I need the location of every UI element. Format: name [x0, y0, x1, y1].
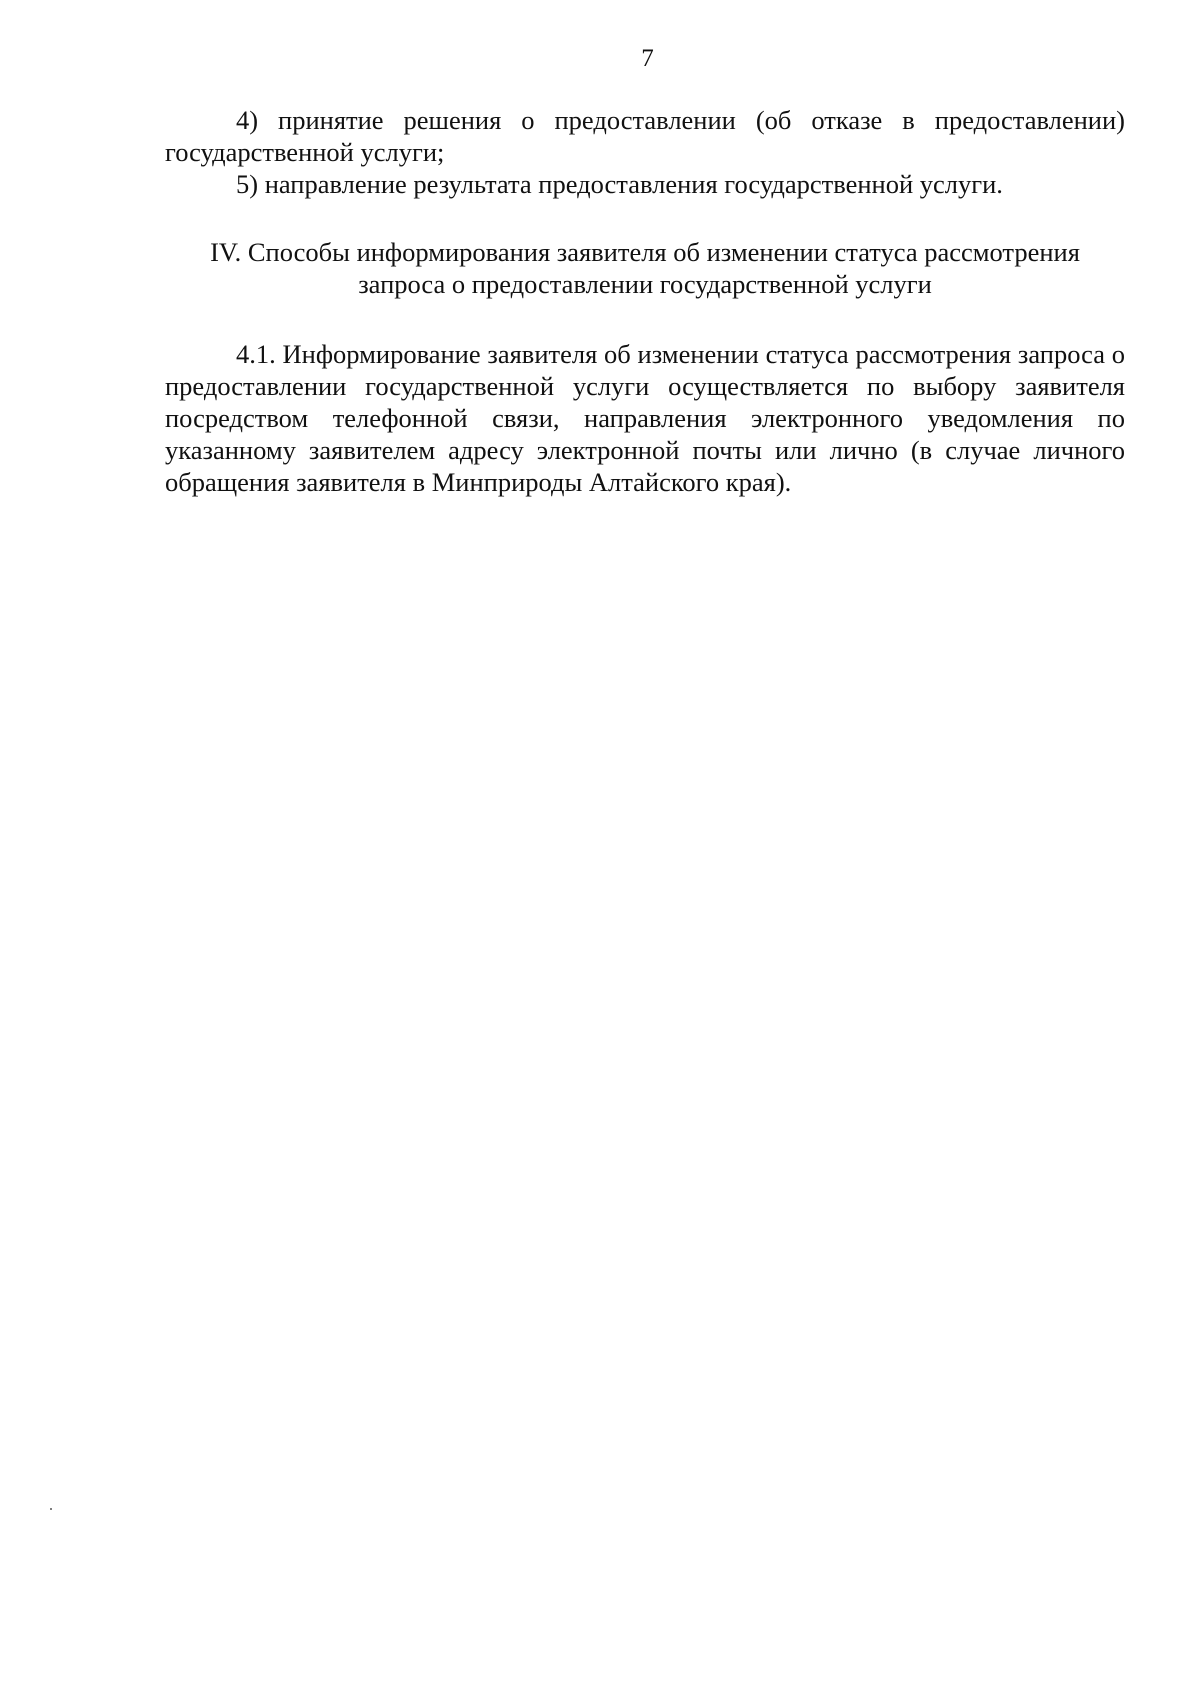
list-item: 4) принятие решения о предоставлении (об отказе в предоставлении) государственной услуги; [165, 105, 1125, 167]
list-items [165, 104, 1125, 200]
list-item: 5) направление результата предоставления государственной услуги. [236, 169, 1003, 199]
page-number: 7 [641, 45, 654, 72]
section-heading-line: запроса о предоставлении государственной услуги [358, 269, 932, 299]
scan-speck [50, 1508, 52, 1510]
section-heading-line: IV. Способы информирования заявителя об изменении статуса рассмотрения [210, 237, 1080, 267]
section-body [165, 338, 1125, 498]
section-paragraph: 4.1. Информирование заявителя об изменении статуса рассмотрения запроса о предоставлении государственной услуги осуществляется по выбору заявителя посредством телефонной связи, направления электронного уведомления по указанному заявителем адресу электронной почты или лично (в случае личного обращения заявителя в Минприроды Алтайского края). [165, 339, 1125, 497]
section-heading [165, 236, 1125, 300]
